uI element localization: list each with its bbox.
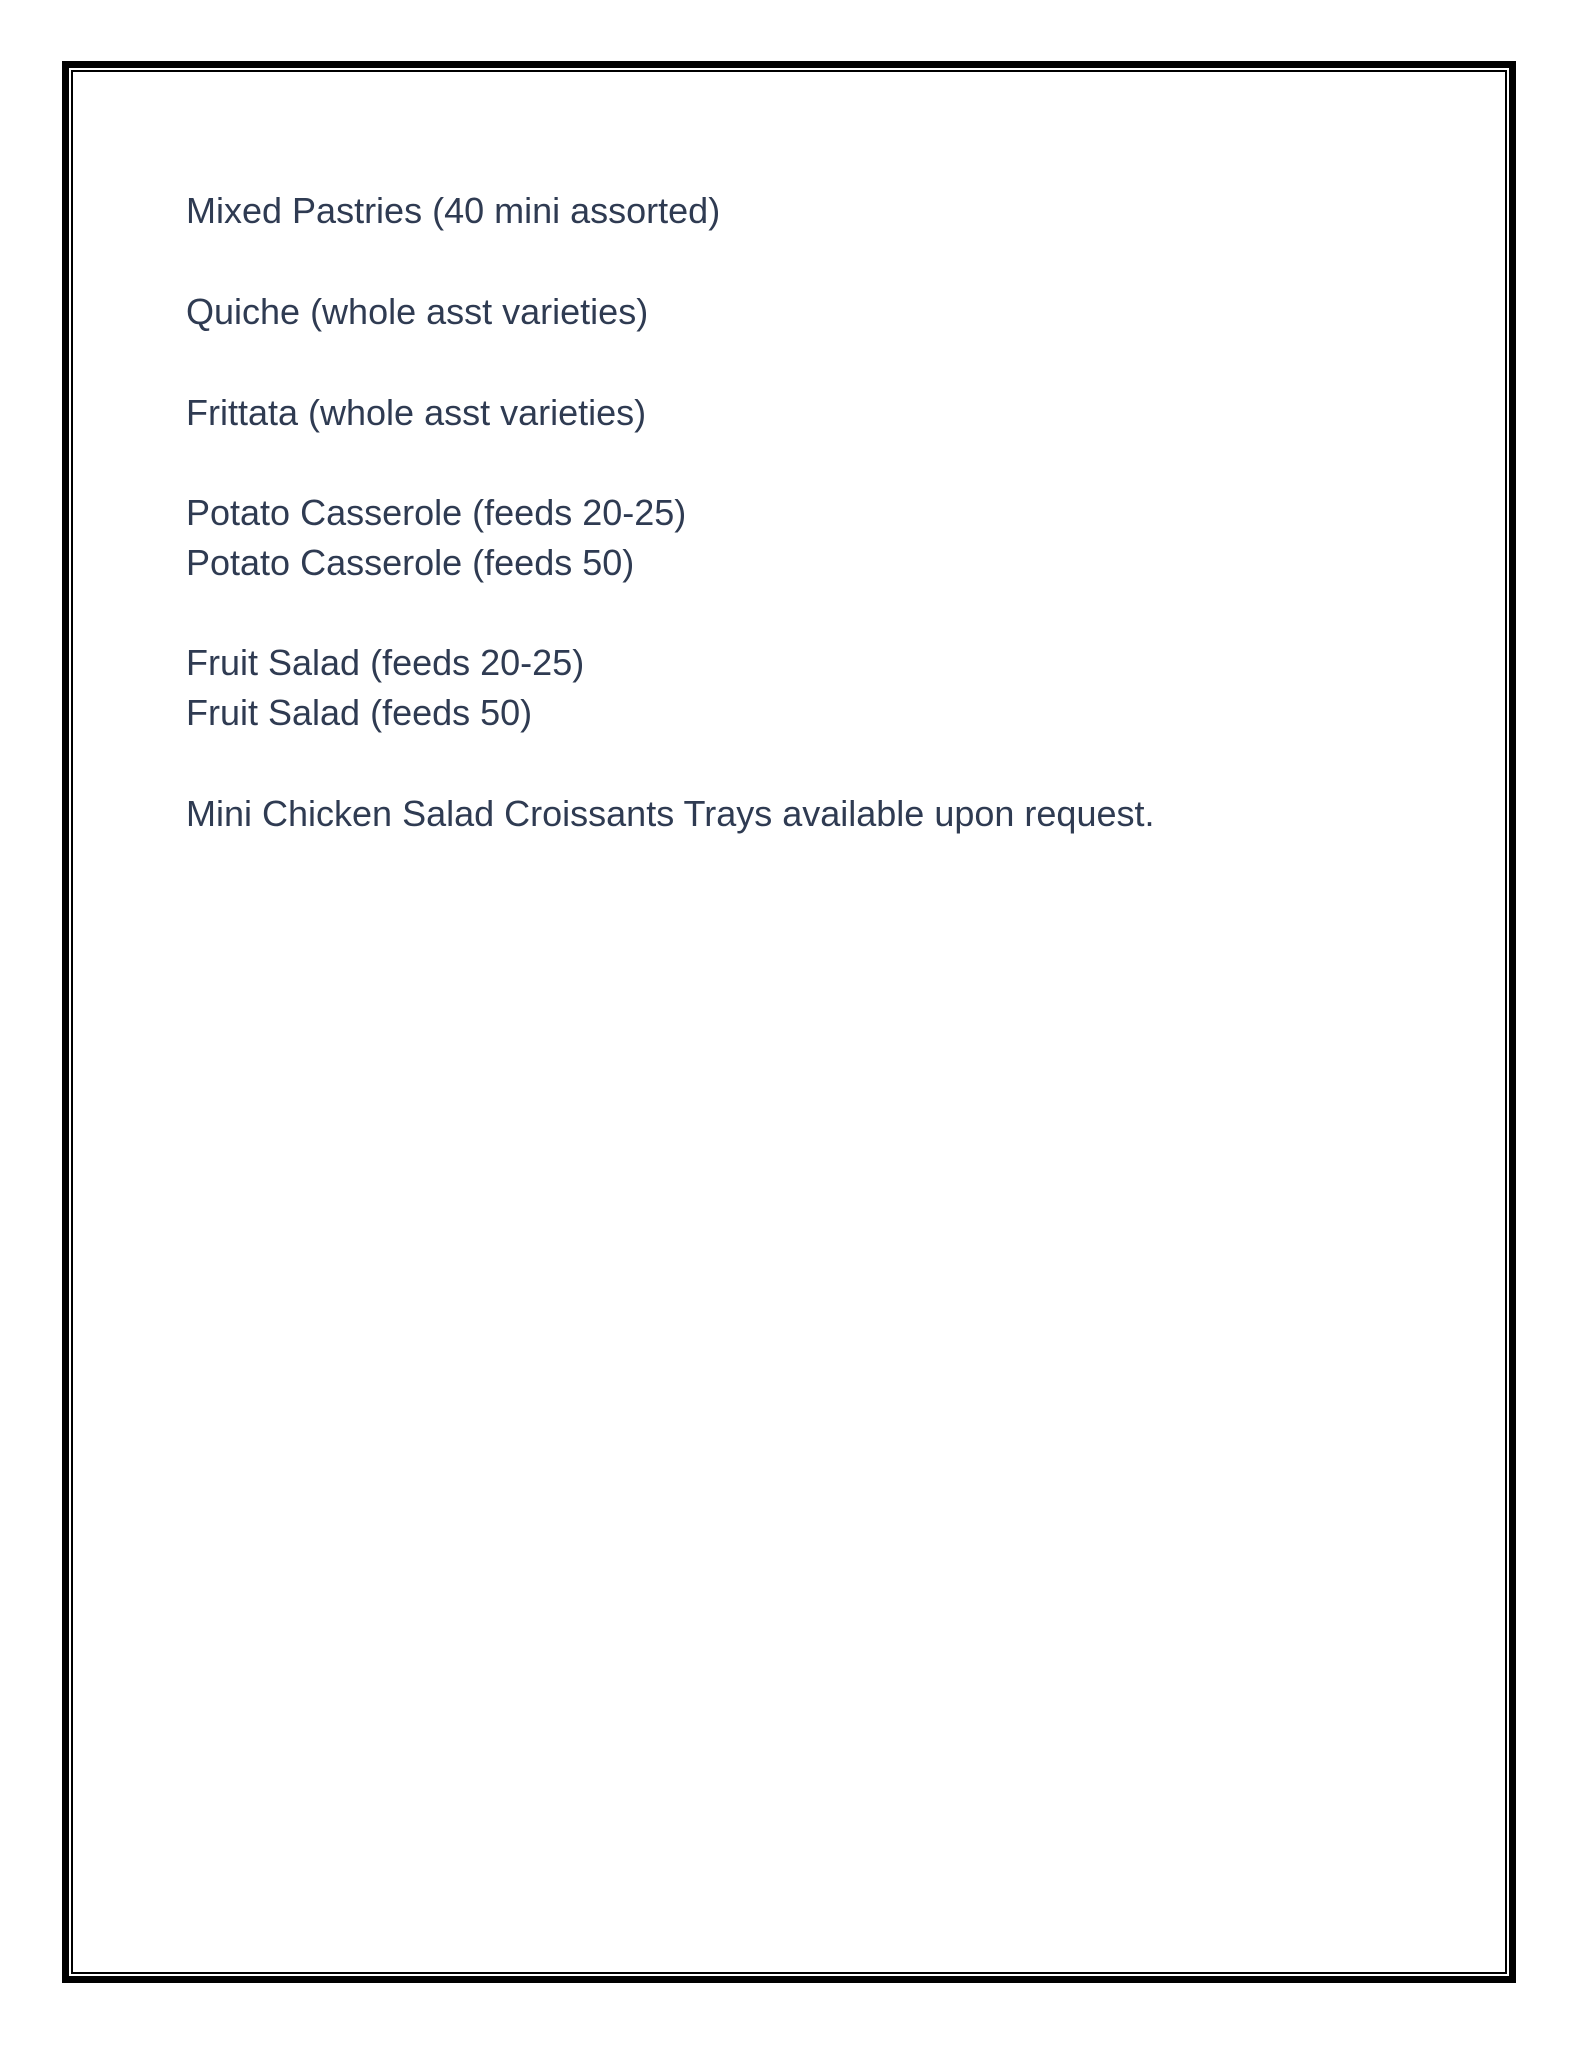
menu-item-mixed-pastries: Mixed Pastries (40 mini assorted)	[186, 190, 721, 231]
menu-item-fruit-salad-50: Fruit Salad (feeds 50)	[186, 692, 533, 733]
menu-item-fruit-salad-20-25: Fruit Salad (feeds 20-25)	[186, 642, 585, 683]
menu-item-potato-casserole-20-25: Potato Casserole (feeds 20-25)	[186, 492, 687, 533]
menu-note-croissant-trays: Mini Chicken Salad Croissants Trays available upon request.	[186, 793, 1155, 834]
menu-item-frittata: Frittata (whole asst varieties)	[186, 392, 647, 433]
menu-item-quiche: Quiche (whole asst varieties)	[186, 291, 649, 332]
page-border-inner	[71, 70, 1507, 1974]
menu-item-potato-casserole-50: Potato Casserole (feeds 50)	[186, 542, 635, 583]
